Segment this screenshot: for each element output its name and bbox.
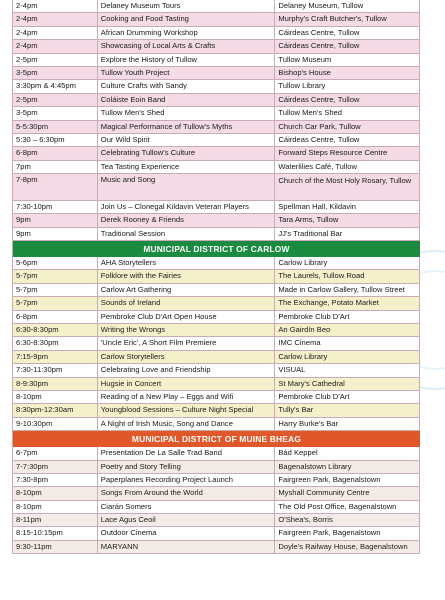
- event-venue: Tullow Museum: [275, 54, 420, 66]
- table-row: [13, 474, 420, 487]
- event-name: AHA Storytellers: [98, 257, 276, 269]
- table-row: [13, 134, 420, 147]
- district-heading: MUNICIPAL DISTRICT OF CARLOW: [13, 241, 420, 257]
- event-venue: St Mary's Cathedral: [275, 378, 420, 390]
- event-venue: Spellman Hall, Kildavin: [275, 201, 420, 213]
- table-row: [13, 214, 420, 227]
- event-venue: Tullow Men's Shed: [275, 107, 420, 119]
- table-row: [13, 94, 420, 107]
- schedule-section: [13, 0, 420, 241]
- event-venue: Bishop's House: [275, 67, 420, 79]
- event-venue: Doyle's Railway House, Bagenalstown: [275, 541, 420, 553]
- event-venue: Murphy's Craft Butcher's, Tullow: [275, 13, 420, 25]
- table-row: [13, 13, 420, 26]
- event-time: 8-11pm: [13, 514, 98, 526]
- event-time: 6-7pm: [13, 447, 98, 459]
- event-time: 8:15-10:15pm: [13, 527, 98, 539]
- event-name: Paperplanes Recording Project Launch: [98, 474, 276, 486]
- event-name: Lace Agus Ceoil: [98, 514, 276, 526]
- event-time: 3-5pm: [13, 107, 98, 119]
- event-name: Derek Rooney & Friends: [98, 214, 276, 226]
- table-row: [13, 147, 420, 160]
- event-name: Ciarán Somers: [98, 501, 276, 513]
- table-row: [13, 311, 420, 324]
- event-name: Youngblood Sessions – Culture Night Special: [98, 404, 276, 416]
- event-venue: Carlow Library: [275, 351, 420, 363]
- event-time: 6:30-8:30pm: [13, 337, 98, 349]
- event-time: 5-7pm: [13, 284, 98, 296]
- table-row: [13, 447, 420, 460]
- event-name: Join Us – Clonegal Kildavin Veteran Players: [98, 201, 276, 213]
- event-time: 7:30-11:30pm: [13, 364, 98, 376]
- event-name: Carlow Art Gathering: [98, 284, 276, 296]
- table-row: [13, 337, 420, 350]
- table-row: [13, 80, 420, 93]
- event-venue: Harry Burke's Bar: [275, 418, 420, 430]
- event-time: 7:15-9pm: [13, 351, 98, 363]
- event-name: 'Uncle Eric', A Short Film Premiere: [98, 337, 276, 349]
- event-venue: The Laurels, Tullow Road: [275, 270, 420, 282]
- table-row: [13, 40, 420, 53]
- event-venue: Bád Keppel: [275, 447, 420, 459]
- event-time: 8:30pm-12:30am: [13, 404, 98, 416]
- event-time: 7pm: [13, 161, 98, 173]
- table-row: [13, 284, 420, 297]
- schedule-section: [13, 431, 420, 554]
- event-venue: Church Car Park, Tullow: [275, 121, 420, 133]
- event-time: 8-10pm: [13, 391, 98, 403]
- event-venue: Cáirdeas Centre, Tullow: [275, 134, 420, 146]
- event-time: 7-7:30pm: [13, 461, 98, 473]
- table-row: [13, 324, 420, 337]
- event-time: 2-4pm: [13, 13, 98, 25]
- event-name: Music and Song: [98, 174, 276, 200]
- district-heading: MUNICIPAL DISTRICT OF MUINE BHEAG: [13, 431, 420, 447]
- event-name: Tullow Youth Project: [98, 67, 276, 79]
- event-venue: JJ's Traditional Bar: [275, 228, 420, 240]
- event-venue: Made in Carlow Gallery, Tullow Street: [275, 284, 420, 296]
- table-row: [13, 378, 420, 391]
- table-row: [13, 270, 420, 283]
- event-time: 5-5:30pm: [13, 121, 98, 133]
- event-time: 9pm: [13, 214, 98, 226]
- event-name: Folklore with the Fairies: [98, 270, 276, 282]
- event-name: Carlow Storytellers: [98, 351, 276, 363]
- event-time: 2-4pm: [13, 0, 98, 12]
- event-venue: Waterlilies Café, Tullow: [275, 161, 420, 173]
- event-time: 8-9:30pm: [13, 378, 98, 390]
- event-name: Delaney Museum Tours: [98, 0, 276, 12]
- event-name: Magical Performance of Tullow's Myths: [98, 121, 276, 133]
- event-venue: IMC Cinema: [275, 337, 420, 349]
- event-venue: Tara Arms, Tullow: [275, 214, 420, 226]
- table-row: [13, 174, 420, 201]
- event-name: Hugsie in Concert: [98, 378, 276, 390]
- table-row: [13, 27, 420, 40]
- table-row: [13, 404, 420, 417]
- event-time: 9pm: [13, 228, 98, 240]
- event-venue: Cáirdeas Centre, Tullow: [275, 40, 420, 52]
- event-venue: Cáirdeas Centre, Tullow: [275, 94, 420, 106]
- event-time: 2-5pm: [13, 94, 98, 106]
- table-row: [13, 391, 420, 404]
- table-row: [13, 461, 420, 474]
- table-row: [13, 541, 420, 554]
- event-venue: Pembroke Club D'Art: [275, 311, 420, 323]
- table-row: [13, 121, 420, 134]
- table-row: [13, 107, 420, 120]
- event-venue: Church of the Most Holy Rosary, Tullow: [275, 174, 420, 200]
- event-time: 6-8pm: [13, 147, 98, 159]
- event-time: 7:30-10pm: [13, 201, 98, 213]
- table-row: [13, 67, 420, 80]
- event-name: Traditional Session: [98, 228, 276, 240]
- table-row: [13, 364, 420, 377]
- event-time: 9-10:30pm: [13, 418, 98, 430]
- event-name: Our Wild Spirit: [98, 134, 276, 146]
- table-row: [13, 228, 420, 241]
- event-name: Outdoor Cinema: [98, 527, 276, 539]
- event-name: Poetry and Story Telling: [98, 461, 276, 473]
- table-row: [13, 0, 420, 13]
- event-name: Tullow Men's Shed: [98, 107, 276, 119]
- event-time: 2-4pm: [13, 27, 98, 39]
- event-venue: O'Shea's, Borris: [275, 514, 420, 526]
- event-schedule-table: [12, 0, 420, 554]
- event-name: Pembroke Club D'Art Open House: [98, 311, 276, 323]
- event-venue: Tullow Library: [275, 80, 420, 92]
- event-time: 8-10pm: [13, 487, 98, 499]
- event-time: 2-5pm: [13, 54, 98, 66]
- event-name: Celebrating Love and Friendship: [98, 364, 276, 376]
- event-time: 5:30 – 6:30pm: [13, 134, 98, 146]
- table-row: [13, 487, 420, 500]
- event-name: Cooking and Food Tasting: [98, 13, 276, 25]
- event-venue: The Exchange, Potato Market: [275, 297, 420, 309]
- table-row: [13, 501, 420, 514]
- event-venue: Cáirdeas Centre, Tullow: [275, 27, 420, 39]
- event-time: 2-4pm: [13, 40, 98, 52]
- event-venue: Myshall Community Centre: [275, 487, 420, 499]
- table-row: [13, 201, 420, 214]
- event-venue: An Gairdín Beo: [275, 324, 420, 336]
- event-name: Tea Tasting Experience: [98, 161, 276, 173]
- event-venue: Delaney Museum, Tullow: [275, 0, 420, 12]
- event-time: 7-8pm: [13, 174, 98, 200]
- event-time: 6-8pm: [13, 311, 98, 323]
- event-time: 9:30-11pm: [13, 541, 98, 553]
- event-name: MARYANN: [98, 541, 276, 553]
- event-name: Presentation De La Salle Trad Band: [98, 447, 276, 459]
- table-row: [13, 257, 420, 270]
- schedule-section: [13, 241, 420, 431]
- event-time: 7:30-8pm: [13, 474, 98, 486]
- event-venue: Fairgreen Park, Bagenalstown: [275, 527, 420, 539]
- event-time: 3:30pm & 4:45pm: [13, 80, 98, 92]
- event-venue: Forward Steps Resource Centre: [275, 147, 420, 159]
- event-time: 6:30-8:30pm: [13, 324, 98, 336]
- event-venue: Fairgreen Park, Bagenalstown: [275, 474, 420, 486]
- event-name: Sounds of Ireland: [98, 297, 276, 309]
- table-row: [13, 527, 420, 540]
- event-venue: The Old Post Office, Bagenalstown: [275, 501, 420, 513]
- table-row: [13, 514, 420, 527]
- event-venue: Carlow Library: [275, 257, 420, 269]
- event-venue: Bagenalstown Library: [275, 461, 420, 473]
- table-row: [13, 351, 420, 364]
- event-venue: Pembroke Club D'Art: [275, 391, 420, 403]
- event-venue: VISUAL: [275, 364, 420, 376]
- event-time: 8-10pm: [13, 501, 98, 513]
- event-name: Celebrating Tullow's Culture: [98, 147, 276, 159]
- table-row: [13, 418, 420, 431]
- event-name: Explore the History of Tullow: [98, 54, 276, 66]
- event-name: Showcasing of Local Arts & Crafts: [98, 40, 276, 52]
- event-time: 5-7pm: [13, 270, 98, 282]
- event-name: Reading of a New Play – Eggs and Wifi: [98, 391, 276, 403]
- event-time: 5-7pm: [13, 297, 98, 309]
- event-name: Culture Crafts with Sandy: [98, 80, 276, 92]
- table-row: [13, 161, 420, 174]
- event-time: 3-5pm: [13, 67, 98, 79]
- event-name: African Drumming Workshop: [98, 27, 276, 39]
- event-name: Songs From Around the World: [98, 487, 276, 499]
- event-name: Coláiste Eoin Band: [98, 94, 276, 106]
- event-venue: Tully's Bar: [275, 404, 420, 416]
- table-row: [13, 54, 420, 67]
- event-name: Writing the Wrongs: [98, 324, 276, 336]
- table-row: [13, 297, 420, 310]
- event-name: A Night of Irish Music, Song and Dance: [98, 418, 276, 430]
- event-time: 5-6pm: [13, 257, 98, 269]
